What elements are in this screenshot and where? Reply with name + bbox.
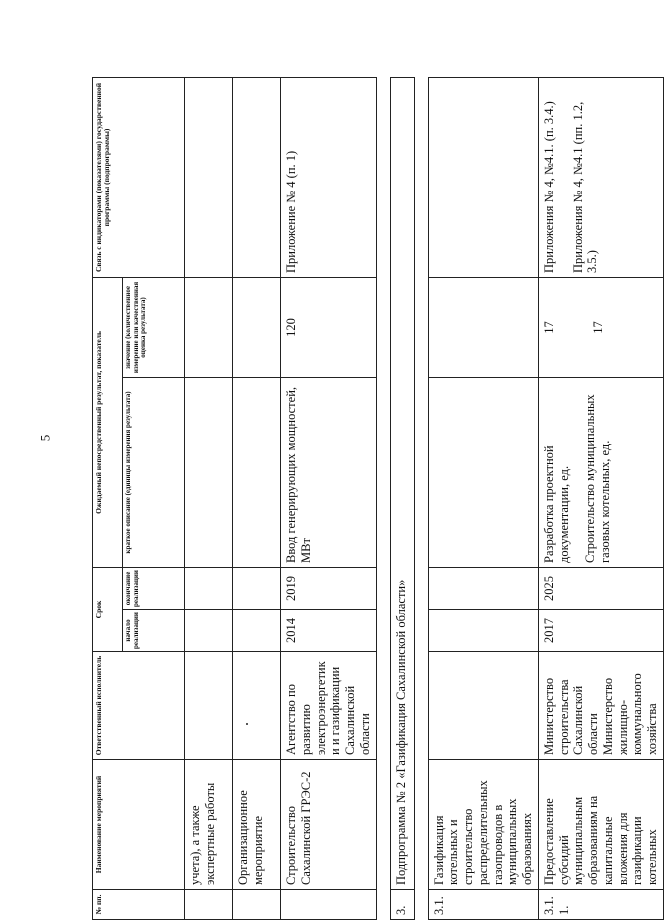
rotated-page	[92, 78, 659, 920]
row-start: 2017	[538, 610, 663, 652]
executor-1: Министерство строительства Сахалинской области	[541, 677, 600, 755]
page-number: 5	[37, 434, 53, 442]
row-end	[428, 567, 538, 609]
row-num: 3.1.	[428, 890, 538, 920]
row-value: 120	[281, 277, 377, 377]
row-end: 2025	[538, 567, 663, 609]
table-row	[185, 77, 233, 919]
row-name: Организационное мероприятие	[233, 760, 281, 890]
subprogram-num: 3.	[390, 890, 414, 920]
table-row	[538, 77, 663, 919]
header-link: Связь с индикаторами (показателями) государственной программы (подпрограммы)	[93, 77, 185, 277]
row-desc: Ввод генерирующих мощностей, МВт	[281, 377, 377, 567]
row-executor	[538, 652, 663, 760]
activities-table	[92, 77, 664, 920]
row-value	[428, 277, 538, 377]
spacer-cell	[414, 77, 428, 919]
spacer-cell	[376, 77, 390, 919]
spacer-row	[376, 77, 390, 919]
speck-mark	[246, 723, 248, 725]
value-2: 17	[590, 321, 605, 334]
row-end	[233, 567, 281, 609]
header-start: начало реализации	[123, 610, 185, 652]
row-link	[428, 77, 538, 277]
row-desc	[428, 377, 538, 567]
row-name: Строительство Сахалинской ГРЭС-2	[281, 760, 377, 890]
subprogram-row	[390, 77, 414, 919]
row-start	[428, 610, 538, 652]
row-start	[233, 610, 281, 652]
row-name: Газификация котельных и строительство распределительных газопроводов в муниципальных образованиях	[428, 760, 538, 890]
row-desc	[233, 377, 281, 567]
value-1: 17	[541, 321, 556, 334]
row-executor	[185, 652, 233, 760]
row-link	[185, 77, 233, 277]
header-row-top	[93, 77, 123, 919]
row-desc	[185, 377, 233, 567]
row-name: Предоставление субсидий муниципальным образованиям на капитальные вложения для газификации котельных	[538, 760, 663, 890]
row-end: 2019	[281, 567, 377, 609]
row-value	[233, 277, 281, 377]
header-executor: Ответственный исполнитель	[93, 652, 185, 760]
executor-2: Министерство жилищно-коммунального хозяйства	[600, 673, 659, 755]
header-expected: Ожидаемый непосредственный результат, показатель	[93, 277, 123, 567]
header-end: окончание реализации	[123, 567, 185, 609]
table-row	[428, 77, 538, 919]
row-start: 2014	[281, 610, 377, 652]
header-num: № пп.	[93, 890, 185, 920]
row-num	[233, 890, 281, 920]
row-num	[281, 890, 377, 920]
row-desc	[538, 377, 663, 567]
row-executor	[233, 652, 281, 760]
row-link	[233, 77, 281, 277]
header-value: значение (количественное измерение или качественная оценка результата)	[123, 277, 185, 377]
link-1: Приложения № 4, №4.1. (п. 3.4.)	[541, 101, 556, 273]
row-executor	[428, 652, 538, 760]
table-row	[281, 77, 377, 919]
row-link: Приложение № 4 (п. 1)	[281, 77, 377, 277]
desc-2: Строительство муниципальных газовых котельных, ед.	[583, 394, 612, 563]
row-executor: Агентство по развитию электроэнергетики и газификации Сахалинской области	[281, 652, 377, 760]
row-value	[185, 277, 233, 377]
row-name: учета), а также экспертные работы	[185, 760, 233, 890]
row-num	[185, 890, 233, 920]
header-desc: краткое описание (единицы измерения результата)	[123, 377, 185, 567]
rotated-table-container	[92, 78, 659, 920]
row-start	[185, 610, 233, 652]
row-end	[185, 567, 233, 609]
desc-1: Разработка проектной документации, ед.	[541, 445, 571, 563]
header-term: Срок	[93, 567, 123, 651]
link-2: Приложения № 4, №4.1 (пп. 1.2, 3.5.)	[570, 101, 600, 273]
spacer-row	[414, 77, 428, 919]
header-name: Наименование мероприятий	[93, 760, 185, 890]
row-link	[538, 77, 663, 277]
table-row	[233, 77, 281, 919]
row-num: 3.1.1.	[538, 890, 663, 920]
subprogram-title: Подпрограмма № 2 «Газификация Сахалинской области»	[390, 77, 414, 889]
row-value	[538, 277, 663, 377]
